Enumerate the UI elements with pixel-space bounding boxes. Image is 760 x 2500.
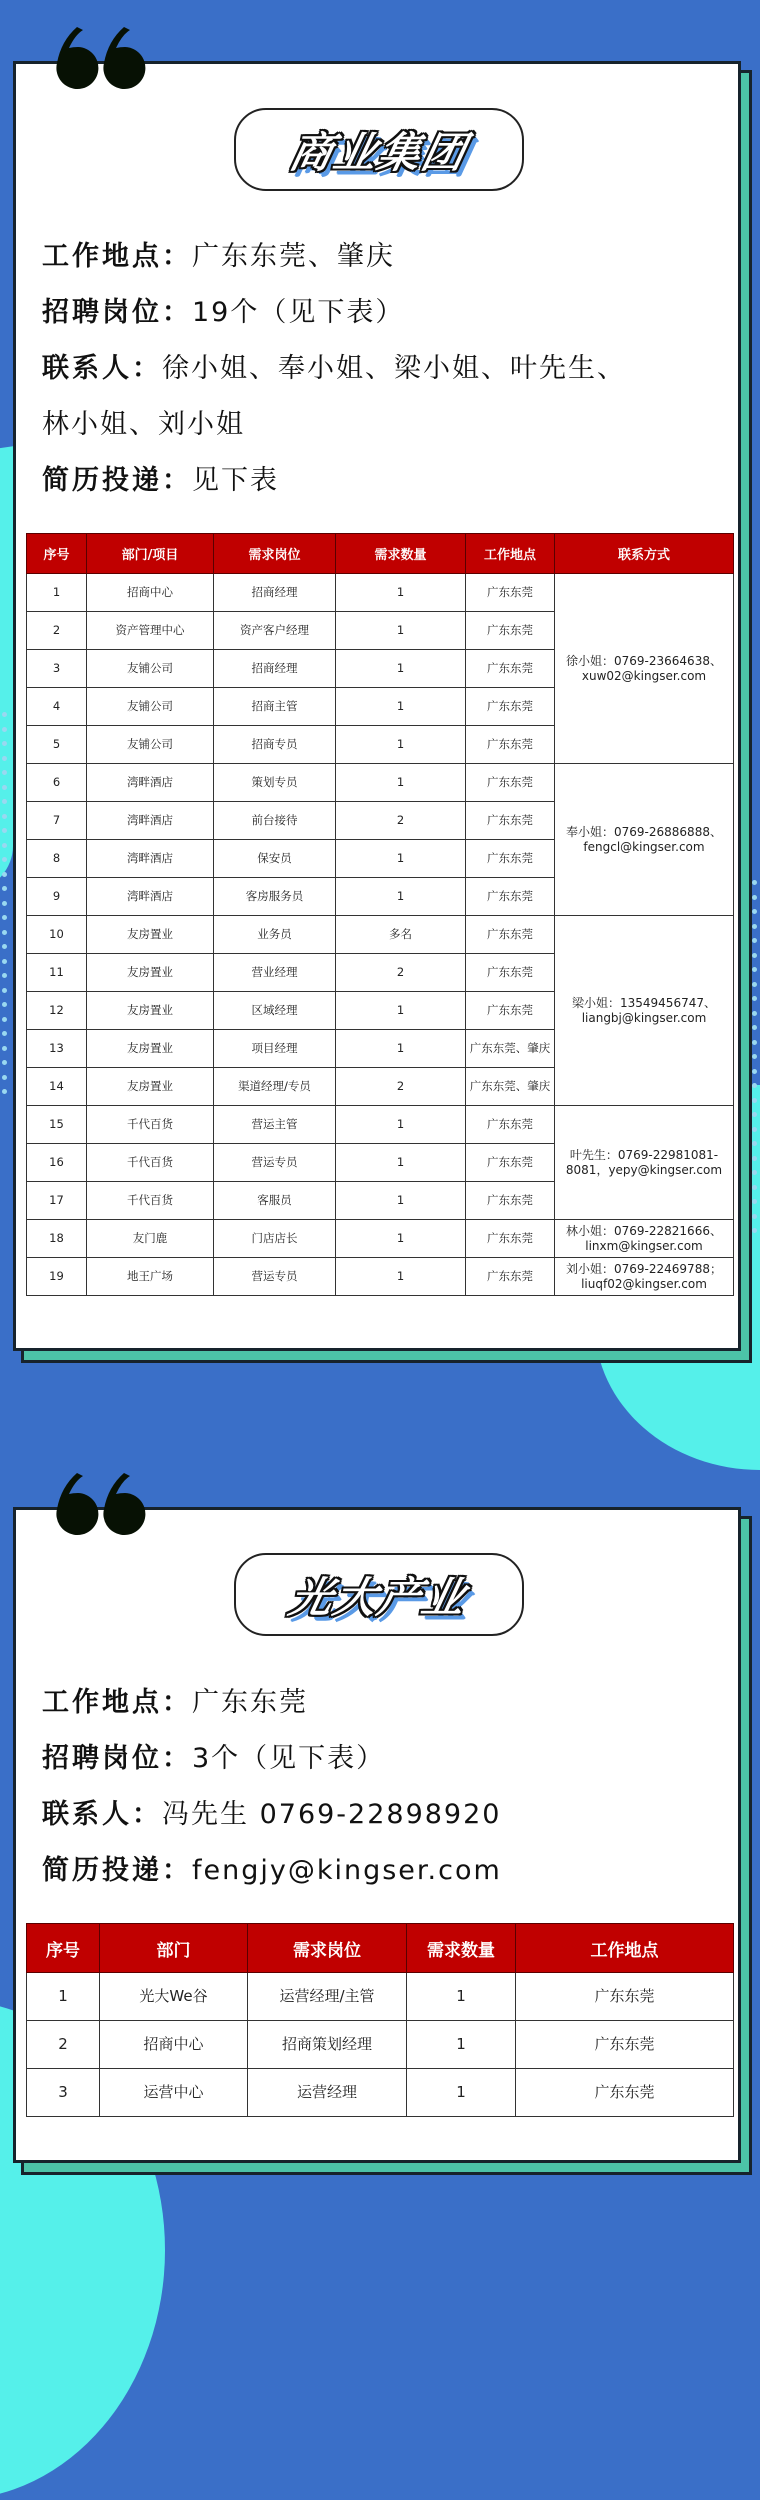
cell-department: 运营中心 <box>100 2069 248 2117</box>
cell-location: 广东东莞 <box>466 1182 555 1220</box>
info-work-location: 工作地点：广东东莞、肇庆 <box>42 241 395 272</box>
cell-quantity: 1 <box>336 1106 466 1144</box>
cell-position: 区域经理 <box>214 992 336 1030</box>
cell-contact: 奉小姐：0769-26886888、fengcl@kingser.com <box>555 764 734 916</box>
cell-index: 18 <box>27 1220 87 1258</box>
cell-location: 广东东莞 <box>516 1973 734 2021</box>
cell-department: 湾畔酒店 <box>87 878 214 916</box>
cell-department: 友铺公司 <box>87 688 214 726</box>
cell-department: 友铺公司 <box>87 650 214 688</box>
cell-contact: 叶先生：0769-22981081-8081，yepy@kingser.com <box>555 1106 734 1220</box>
cell-location: 广东东莞、肇庆 <box>466 1030 555 1068</box>
col-header-department: 部门/项目 <box>87 534 214 574</box>
cell-index: 19 <box>27 1258 87 1296</box>
resume-email: fengjy@kingser.com <box>192 1855 502 1886</box>
cell-department: 地王广场 <box>87 1258 214 1296</box>
cell-location: 广东东莞 <box>516 2069 734 2117</box>
cell-quantity: 1 <box>336 1220 466 1258</box>
col-header-position: 需求岗位 <box>214 534 336 574</box>
col-header-quantity: 需求数量 <box>336 534 466 574</box>
cell-index: 7 <box>27 802 87 840</box>
cell-contact: 林小姐：0769-22821666、linxm@kingser.com <box>555 1220 734 1258</box>
info-positions: 招聘岗位：19个（见下表） <box>42 297 405 328</box>
cell-location: 广东东莞 <box>466 954 555 992</box>
table-header-row <box>27 534 734 574</box>
cell-location: 广东东莞 <box>466 878 555 916</box>
cell-position: 保安员 <box>214 840 336 878</box>
cell-location: 广东东莞 <box>466 916 555 954</box>
section-card-everbright-industry <box>13 1507 741 2163</box>
quote-mark-icon <box>55 1471 155 1535</box>
table-row <box>27 2021 734 2069</box>
cell-position: 门店店长 <box>214 1220 336 1258</box>
table-row <box>27 1106 734 1144</box>
cell-quantity: 1 <box>336 840 466 878</box>
table-row <box>27 916 734 954</box>
cell-location: 广东东莞 <box>466 1220 555 1258</box>
cell-position: 招商经理 <box>214 574 336 612</box>
col-header-location: 工作地点 <box>516 1924 734 1973</box>
decorative-dots <box>2 712 8 1104</box>
cell-index: 13 <box>27 1030 87 1068</box>
cell-index: 3 <box>27 650 87 688</box>
cell-position: 前台接待 <box>214 802 336 840</box>
cell-department: 友门鹿 <box>87 1220 214 1258</box>
cell-index: 8 <box>27 840 87 878</box>
cell-position: 业务员 <box>214 916 336 954</box>
cell-department: 千代百货 <box>87 1182 214 1220</box>
cell-index: 2 <box>27 612 87 650</box>
cell-department: 湾畔酒店 <box>87 764 214 802</box>
cell-index: 3 <box>27 2069 100 2117</box>
cell-position: 招商策划经理 <box>248 2021 407 2069</box>
cell-department: 友房置业 <box>87 1068 214 1106</box>
cell-quantity: 1 <box>336 878 466 916</box>
cell-quantity: 1 <box>336 726 466 764</box>
cell-department: 友房置业 <box>87 992 214 1030</box>
cell-location: 广东东莞 <box>466 688 555 726</box>
cell-position: 资产客户经理 <box>214 612 336 650</box>
cell-index: 5 <box>27 726 87 764</box>
cell-department: 招商中心 <box>87 574 214 612</box>
cell-department: 友房置业 <box>87 1030 214 1068</box>
quote-mark-icon <box>55 25 155 89</box>
cell-quantity: 1 <box>336 688 466 726</box>
cell-location: 广东东莞 <box>466 1258 555 1296</box>
cell-quantity: 1 <box>336 1182 466 1220</box>
cell-index: 10 <box>27 916 87 954</box>
cell-position: 客服员 <box>214 1182 336 1220</box>
cell-location: 广东东莞 <box>466 574 555 612</box>
col-header-position: 需求岗位 <box>248 1924 407 1973</box>
section-title-pill <box>234 1553 524 1636</box>
cell-position: 客房服务员 <box>214 878 336 916</box>
jobs-table <box>26 533 734 1296</box>
cell-index: 6 <box>27 764 87 802</box>
cell-location: 广东东莞 <box>466 764 555 802</box>
cell-quantity: 2 <box>336 954 466 992</box>
cell-department: 湾畔酒店 <box>87 840 214 878</box>
cell-position: 运营经理 <box>248 2069 407 2117</box>
col-header-department: 部门 <box>100 1924 248 1973</box>
cell-department: 友房置业 <box>87 916 214 954</box>
cell-quantity: 1 <box>336 992 466 1030</box>
cell-location: 广东东莞 <box>466 992 555 1030</box>
cell-department: 资产管理中心 <box>87 612 214 650</box>
cell-location: 广东东莞 <box>516 2021 734 2069</box>
cell-quantity: 1 <box>336 1258 466 1296</box>
cell-department: 招商中心 <box>100 2021 248 2069</box>
cell-index: 16 <box>27 1144 87 1182</box>
cell-quantity: 2 <box>336 1068 466 1106</box>
col-header-quantity: 需求数量 <box>407 1924 516 1973</box>
table-row <box>27 574 734 612</box>
section-title: 商业集团 <box>285 127 472 177</box>
info-resume-submission: 简历投递：fengjy@kingser.com <box>42 1855 502 1886</box>
cell-department: 光大We谷 <box>100 1973 248 2021</box>
cell-department: 友房置业 <box>87 954 214 992</box>
info-work-location: 工作地点：广东东莞 <box>42 1687 308 1718</box>
cell-quantity: 1 <box>336 764 466 802</box>
cell-department: 湾畔酒店 <box>87 802 214 840</box>
table-row <box>27 1973 734 2021</box>
cell-location: 广东东莞 <box>466 726 555 764</box>
cell-quantity: 1 <box>336 1030 466 1068</box>
cell-position: 策划专员 <box>214 764 336 802</box>
cell-department: 千代百货 <box>87 1106 214 1144</box>
section-title: 光大产业 <box>285 1572 472 1622</box>
cell-location: 广东东莞 <box>466 650 555 688</box>
cell-index: 1 <box>27 1973 100 2021</box>
cell-department: 友铺公司 <box>87 726 214 764</box>
cell-location: 广东东莞 <box>466 1144 555 1182</box>
table-row <box>27 2069 734 2117</box>
col-header-location: 工作地点 <box>466 534 555 574</box>
cell-index: 2 <box>27 2021 100 2069</box>
cell-quantity: 1 <box>336 650 466 688</box>
cell-contact: 梁小姐：13549456747、liangbj@kingser.com <box>555 916 734 1106</box>
info-contacts: 联系人：徐小姐、奉小姐、梁小姐、叶先生、 <box>42 353 626 384</box>
cell-position: 营运专员 <box>214 1258 336 1296</box>
table-row <box>27 1258 734 1296</box>
cell-index: 14 <box>27 1068 87 1106</box>
table-row <box>27 1220 734 1258</box>
cell-quantity: 1 <box>407 2069 516 2117</box>
cell-location: 广东东莞 <box>466 1106 555 1144</box>
cell-quantity: 1 <box>336 1144 466 1182</box>
cell-department: 千代百货 <box>87 1144 214 1182</box>
cell-quantity: 1 <box>407 2021 516 2069</box>
cell-index: 12 <box>27 992 87 1030</box>
cell-position: 营运主管 <box>214 1106 336 1144</box>
cell-position: 招商专员 <box>214 726 336 764</box>
col-header-index: 序号 <box>27 1924 100 1973</box>
info-contacts-continued: 林小姐、刘小姐 <box>42 409 245 440</box>
info-contact: 联系人：冯先生 0769-22898920 <box>42 1799 502 1830</box>
col-header-contact: 联系方式 <box>555 534 734 574</box>
cell-position: 营业经理 <box>214 954 336 992</box>
cell-index: 15 <box>27 1106 87 1144</box>
cell-quantity: 1 <box>336 612 466 650</box>
cell-contact: 刘小姐：0769-22469788；liuqf02@kingser.com <box>555 1258 734 1296</box>
cell-position: 招商主管 <box>214 688 336 726</box>
table-row <box>27 764 734 802</box>
cell-location: 广东东莞、肇庆 <box>466 1068 555 1106</box>
cell-quantity: 1 <box>407 1973 516 2021</box>
cell-location: 广东东莞 <box>466 612 555 650</box>
section-title-pill <box>234 108 524 191</box>
cell-location: 广东东莞 <box>466 840 555 878</box>
cell-location: 广东东莞 <box>466 802 555 840</box>
info-positions: 招聘岗位：3个（见下表） <box>42 1743 386 1774</box>
table-header-row <box>27 1924 734 1973</box>
cell-index: 11 <box>27 954 87 992</box>
jobs-table <box>26 1923 734 2117</box>
cell-position: 项目经理 <box>214 1030 336 1068</box>
cell-index: 1 <box>27 574 87 612</box>
cell-index: 17 <box>27 1182 87 1220</box>
cell-position: 招商经理 <box>214 650 336 688</box>
cell-index: 9 <box>27 878 87 916</box>
col-header-index: 序号 <box>27 534 87 574</box>
info-resume-submission: 简历投递：见下表 <box>42 465 279 496</box>
cell-position: 运营经理/主管 <box>248 1973 407 2021</box>
cell-quantity: 2 <box>336 802 466 840</box>
section-card-commercial-group <box>13 61 741 1351</box>
cell-index: 4 <box>27 688 87 726</box>
cell-quantity: 多名 <box>336 916 466 954</box>
cell-position: 营运专员 <box>214 1144 336 1182</box>
cell-position: 渠道经理/专员 <box>214 1068 336 1106</box>
cell-quantity: 1 <box>336 574 466 612</box>
cell-contact: 徐小姐：0769-23664638、xuw02@kingser.com <box>555 574 734 764</box>
decorative-dots <box>752 880 758 1243</box>
